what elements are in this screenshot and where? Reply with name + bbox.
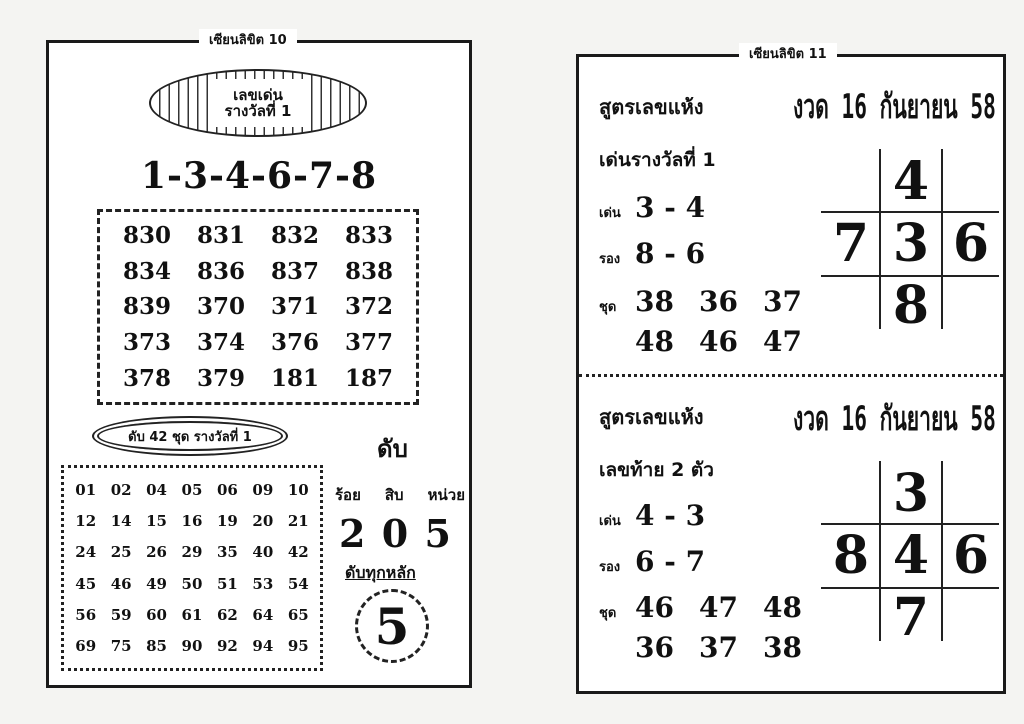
three-digit-set: 379 bbox=[196, 364, 245, 392]
draw-date: งวด 16 กันยายน 58 bbox=[793, 399, 996, 439]
grid-cell-top: 4 bbox=[892, 150, 930, 212]
two-digit-pair: 51 bbox=[216, 574, 238, 593]
grid-cell-left: 8 bbox=[832, 524, 870, 586]
set-value: 38 bbox=[635, 285, 674, 318]
set-label: ชุด bbox=[599, 606, 617, 621]
three-digit-set: 837 bbox=[270, 257, 319, 285]
grid-cell-left: 7 bbox=[832, 212, 870, 274]
second-label: รอง bbox=[599, 560, 621, 575]
two-digit-pair: 01 bbox=[75, 480, 97, 499]
set-line-2 bbox=[635, 325, 827, 358]
grid-cell-bottom: 7 bbox=[892, 586, 930, 648]
two-digit-pair: 35 bbox=[216, 543, 238, 562]
two-digit-pair: 59 bbox=[110, 605, 132, 624]
set-value: 37 bbox=[763, 285, 802, 318]
grid-cell-bottom: 8 bbox=[892, 274, 930, 336]
grid-cell-center: 3 bbox=[892, 212, 930, 274]
two-digit-pair: 53 bbox=[252, 574, 274, 593]
two-digit-pair: 25 bbox=[110, 543, 132, 562]
digit-units: 5 bbox=[424, 511, 451, 556]
two-digit-pair: 26 bbox=[146, 543, 167, 562]
set-line-1 bbox=[599, 285, 827, 318]
three-digit-set: 181 bbox=[270, 364, 319, 392]
two-digit-pair: 95 bbox=[287, 637, 309, 656]
place-labels bbox=[335, 483, 465, 507]
two-digit-pair: 85 bbox=[146, 637, 167, 656]
second-label: รอง bbox=[599, 252, 621, 267]
two-digit-pair: 61 bbox=[181, 605, 203, 624]
dab-42-label: ดับ 42 ชุด รางวัลที่ 1 bbox=[97, 421, 283, 451]
two-digit-pair: 09 bbox=[252, 480, 274, 499]
grid-cell-center: 4 bbox=[892, 524, 930, 586]
highlight-line-2: รางวัลที่ 1 bbox=[224, 102, 292, 120]
digit-tens: 0 bbox=[381, 511, 409, 556]
three-digit-set: 371 bbox=[270, 293, 319, 321]
two-digit-pair: 19 bbox=[216, 511, 238, 530]
formula-section-2 bbox=[579, 379, 1003, 691]
two-digit-pair: 20 bbox=[252, 511, 274, 530]
place-label-units: หน่วย bbox=[427, 486, 465, 504]
dab-all-label: ดับทุกหลัก bbox=[345, 563, 416, 582]
three-digit-set: 836 bbox=[196, 257, 245, 285]
set-value: 36 bbox=[699, 285, 738, 318]
three-digit-set: 838 bbox=[344, 257, 393, 285]
two-digit-pair: 15 bbox=[146, 511, 167, 530]
two-digit-pair: 16 bbox=[181, 511, 203, 530]
two-digit-pair: 69 bbox=[75, 637, 97, 656]
grid-cell-right: 6 bbox=[952, 212, 990, 274]
set-line-1 bbox=[599, 591, 827, 624]
set-label: ชุด bbox=[599, 300, 617, 315]
two-digit-pair: 56 bbox=[75, 605, 97, 624]
two-digit-pair: 50 bbox=[181, 574, 203, 593]
right-page bbox=[576, 47, 1006, 694]
set-value: 48 bbox=[635, 325, 674, 358]
three-digit-set: 833 bbox=[344, 222, 393, 250]
two-digit-pair: 46 bbox=[110, 574, 132, 593]
formula-section-1 bbox=[579, 57, 1003, 375]
two-digit-pair: 10 bbox=[287, 480, 309, 499]
two-digit-pair: 90 bbox=[181, 637, 203, 656]
grid-cell-right: 6 bbox=[952, 524, 990, 586]
two-digit-pair: 54 bbox=[287, 574, 309, 593]
two-digit-pair: 21 bbox=[287, 511, 309, 530]
two-digit-pair: 94 bbox=[252, 637, 274, 656]
two-digit-pair: 12 bbox=[75, 511, 97, 530]
second-value: 8 - 6 bbox=[635, 237, 706, 270]
place-label-hundreds: ร้อย bbox=[335, 486, 361, 504]
two-digit-pair: 60 bbox=[146, 605, 167, 624]
three-digit-set: 373 bbox=[122, 329, 171, 357]
two-digit-pair: 24 bbox=[75, 543, 97, 562]
two-digit-pair: 62 bbox=[216, 605, 238, 624]
two-digit-pair: 14 bbox=[110, 511, 132, 530]
digit-cross-grid bbox=[821, 461, 999, 648]
set-value: 37 bbox=[699, 631, 738, 664]
two-digit-pair: 75 bbox=[110, 637, 132, 656]
two-digit-pair: 42 bbox=[287, 543, 309, 562]
two-digit-pair: 29 bbox=[181, 543, 203, 562]
two-digit-pair: 40 bbox=[252, 543, 274, 562]
left-page bbox=[46, 33, 472, 688]
formula-title: สูตรเลขแห้ง bbox=[599, 95, 704, 119]
second-line bbox=[599, 237, 705, 270]
two-digit-pair: 06 bbox=[216, 480, 238, 499]
three-digit-set: 839 bbox=[122, 293, 171, 321]
grid-cell-top: 3 bbox=[892, 462, 930, 524]
three-digit-set: 378 bbox=[122, 364, 171, 392]
three-digit-grid bbox=[100, 212, 416, 402]
place-label-tens: สิบ bbox=[384, 486, 404, 504]
right-page-header: เซียนลิขิต 11 bbox=[739, 43, 837, 64]
lead-line bbox=[599, 191, 705, 224]
highlight-badge-text bbox=[209, 79, 307, 127]
two-digit-pair: 05 bbox=[181, 480, 203, 499]
two-digit-pair: 65 bbox=[287, 605, 309, 624]
three-digit-set: 374 bbox=[196, 329, 245, 357]
set-value: 47 bbox=[763, 325, 802, 358]
three-digit-set: 370 bbox=[196, 293, 245, 321]
lead-value: 4 - 3 bbox=[635, 499, 706, 532]
dab-title: ดับ bbox=[377, 435, 408, 463]
lead-value: 3 - 4 bbox=[635, 191, 706, 224]
draw-date: งวด 16 กันยายน 58 bbox=[793, 87, 996, 127]
three-digit-set: 377 bbox=[344, 329, 393, 357]
two-digit-grid bbox=[64, 468, 320, 668]
three-digit-set: 834 bbox=[122, 257, 171, 285]
dab-all-digit: 5 bbox=[355, 589, 429, 663]
left-page-header: เซียนลิขิต 10 bbox=[199, 29, 297, 50]
set-value: 36 bbox=[635, 631, 674, 664]
lead-label: เด่น bbox=[599, 514, 621, 529]
digit-cross-grid bbox=[821, 149, 999, 336]
second-value: 6 - 7 bbox=[635, 545, 706, 578]
set-value: 46 bbox=[699, 325, 738, 358]
second-line bbox=[599, 545, 705, 578]
lead-line bbox=[599, 499, 705, 532]
digit-hundreds: 2 bbox=[339, 511, 366, 556]
three-digit-set: 372 bbox=[344, 293, 393, 321]
three-digit-set: 187 bbox=[344, 364, 393, 392]
set-value: 47 bbox=[699, 591, 738, 624]
set-value: 46 bbox=[635, 591, 674, 624]
highlight-badge bbox=[149, 69, 367, 137]
two-digit-pair: 45 bbox=[75, 574, 97, 593]
three-digit-set: 376 bbox=[270, 329, 319, 357]
set-value: 48 bbox=[763, 591, 802, 624]
two-digit-pair: 92 bbox=[216, 637, 238, 656]
place-digits bbox=[339, 511, 451, 556]
three-digit-set: 830 bbox=[122, 222, 171, 250]
three-digit-box bbox=[97, 209, 419, 405]
section-subtitle: เด่นรางวัลที่ 1 bbox=[599, 149, 716, 171]
two-digit-pair: 64 bbox=[252, 605, 274, 624]
two-digit-pair: 02 bbox=[110, 480, 132, 499]
two-digit-box bbox=[61, 465, 323, 671]
main-sequence: 1-3-4-6-7-8 bbox=[141, 155, 377, 197]
set-value: 38 bbox=[763, 631, 802, 664]
formula-title: สูตรเลขแห้ง bbox=[599, 405, 704, 429]
section-subtitle: เลขท้าย 2 ตัว bbox=[599, 459, 714, 481]
lead-label: เด่น bbox=[599, 206, 621, 221]
three-digit-set: 832 bbox=[270, 222, 319, 250]
highlight-line-1: เลขเด่น bbox=[233, 85, 283, 104]
two-digit-pair: 49 bbox=[146, 574, 167, 593]
set-line-2 bbox=[635, 631, 827, 664]
section-divider bbox=[579, 374, 1003, 377]
two-digit-pair: 04 bbox=[146, 480, 167, 499]
three-digit-set: 831 bbox=[196, 222, 245, 250]
